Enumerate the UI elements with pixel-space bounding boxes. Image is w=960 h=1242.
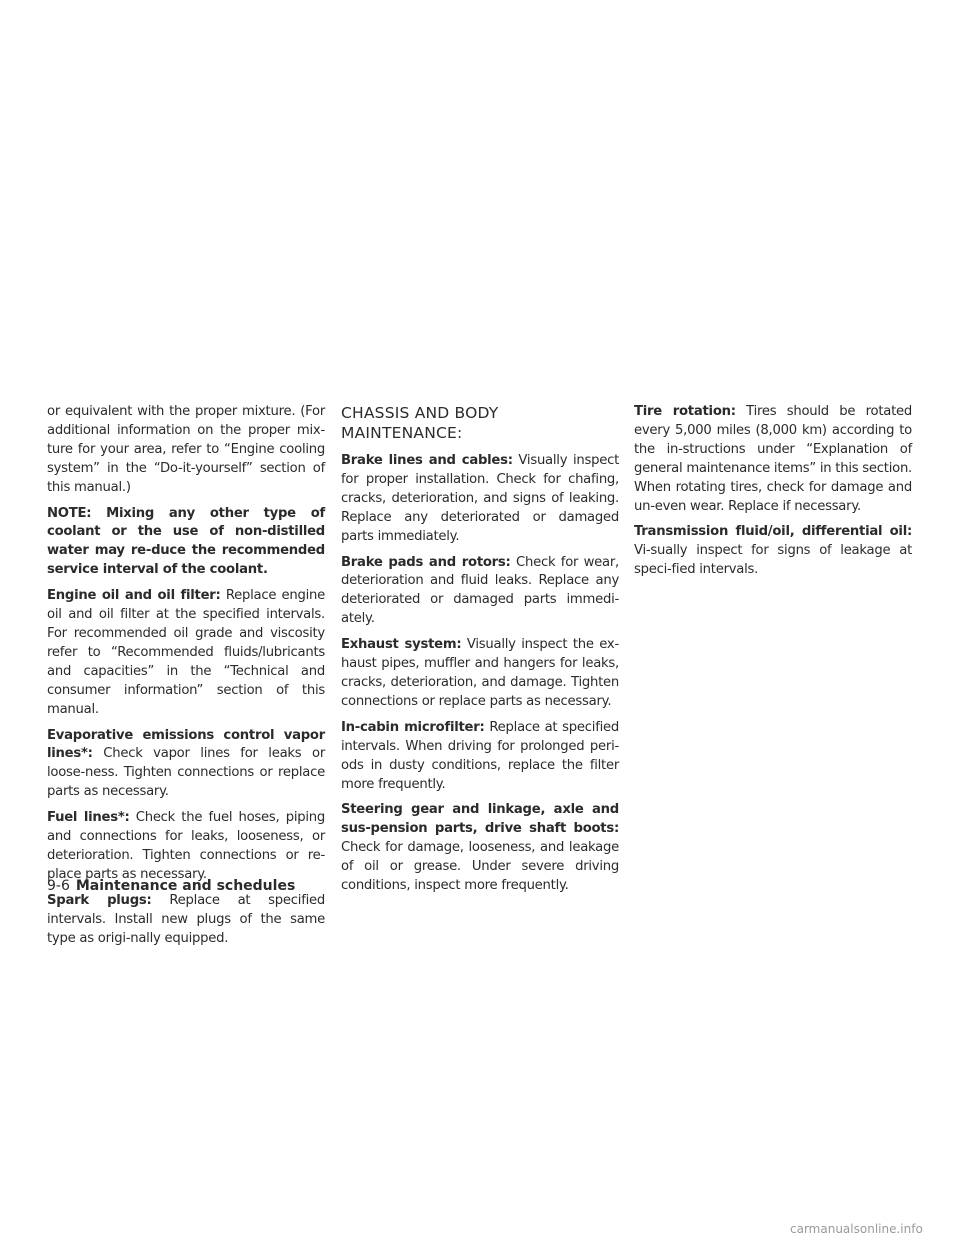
exhaust-text: Visually inspect the ex-haust pipes, muffler and hangers for leaks, cracks, deterioration, and damage. Tighten connections or replace parts as necessary.	[341, 637, 619, 709]
exhaust-label: Exhaust system:	[341, 637, 462, 653]
section-heading: CHASSIS AND BODY MAINTENANCE:	[341, 404, 499, 442]
tire-rotation-paragraph	[634, 403, 912, 516]
watermark-text: carmanualsonline.info	[790, 1222, 923, 1236]
brake-pads-paragraph	[341, 554, 619, 630]
coolant-paragraph: or equivalent with the proper mixture. (For additional information on the proper mix-ture for your area, refer to “Engine cooling system” in the “Do-it-yourself” section of this manual.)	[47, 404, 325, 495]
steering-paragraph	[341, 801, 619, 896]
column-1	[47, 403, 325, 955]
column-2	[341, 403, 619, 903]
steering-label: Steering gear and linkage, axle and sus-pension parts, drive shaft boots:	[341, 802, 619, 837]
evap-lines-label: Evaporative emissions control vapor lines*:	[47, 727, 325, 762]
brake-pads-label: Brake pads and rotors:	[341, 554, 511, 570]
spark-plugs-label: Spark plugs:	[47, 892, 152, 908]
section-title: Maintenance and schedules	[75, 878, 296, 894]
engine-oil-paragraph	[47, 587, 325, 719]
tire-rotation-label: Tire rotation:	[634, 404, 736, 419]
spark-plugs-text: Replace at specified intervals. Install new plugs of the same type as origi-nally equipped.	[47, 892, 325, 946]
steering-text: Check for damage, looseness, and leakage of oil or grease. Under severe driving conditions, inspect more frequently.	[341, 840, 619, 894]
evap-lines-paragraph	[47, 727, 325, 803]
brake-lines-text: Visually inspect for proper installation. Check for chafing, cracks, deterioration, and signs of leaking. Replace any deteriorated or damaged parts immediately.	[341, 453, 619, 544]
fuel-lines-text: Check the fuel hoses, piping and connections for leaks, looseness, or deterioration. Tighten connections or re-place parts as necessary.	[47, 810, 325, 882]
transmission-text: Vi-sually inspect for signs of leakage at speci-fied intervals.	[634, 543, 912, 578]
transmission-label: Transmission fluid/oil, differential oil:	[634, 524, 912, 540]
fuel-lines-label: Fuel lines*:	[47, 810, 130, 826]
transmission-paragraph	[634, 523, 912, 580]
microfilter-text: Replace at specified intervals. When driving for prolonged peri-ods in dusty conditions, replace the filter more frequently.	[341, 719, 619, 792]
page-number: 9-6	[47, 878, 70, 894]
engine-oil-label: Engine oil and oil filter:	[47, 588, 221, 604]
evap-lines-text: Check vapor lines for leaks or loose-ness. Tighten connections or replace parts as necessary.	[47, 746, 325, 800]
brake-lines-paragraph	[341, 452, 619, 547]
coolant-note: NOTE: Mixing any other type of coolant or the use of non-distilled water may re-duce the recommended service interval of the coolant.	[47, 505, 325, 578]
spark-plugs-paragraph	[47, 892, 325, 949]
brake-lines-label: Brake lines and cables:	[341, 453, 513, 468]
column-3	[634, 403, 912, 587]
fuel-lines-paragraph	[47, 809, 325, 885]
microfilter-label: In-cabin microfilter:	[341, 719, 485, 735]
microfilter-paragraph	[341, 719, 619, 795]
brake-pads-text: Check for wear, deterioration and fluid leaks. Replace any deteriorated or damaged parts immedi-ately.	[341, 554, 619, 627]
page-footer	[47, 877, 295, 895]
tire-rotation-text: Tires should be rotated every 5,000 miles (8,000 km) according to the in-structions under “Explanation of general maintenance items” in this section. When rotating tires, check for damage and un-even wear. Replace if necessary.	[634, 404, 912, 514]
engine-oil-text: Replace engine oil and oil filter at the specified intervals. For recommended oil grade and viscosity refer to “Recommended fluids/lubricants and capacities” in the “Technical and consumer information” section of this manual.	[47, 588, 325, 717]
exhaust-paragraph	[341, 636, 619, 712]
